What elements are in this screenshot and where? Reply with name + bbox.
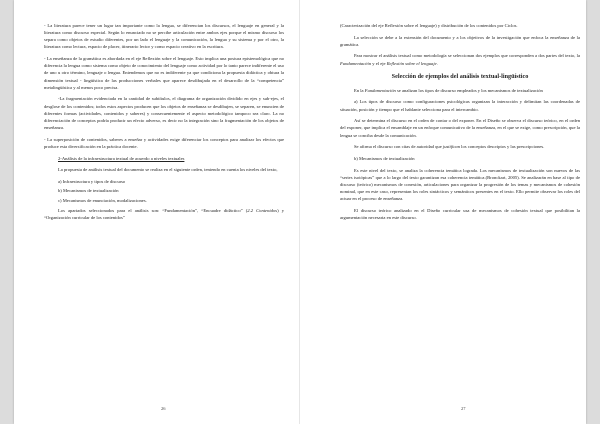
section-subtitle-text: 2-Análisis de la infraestructura textual de acuerdo a niveles textuales [58,155,185,161]
list-item: a) Infraestructura y tipos de discurso [58,178,126,184]
left-page [44,22,284,226]
paragraph [340,87,580,94]
text-run-italic: justifican [442,144,461,150]
page-gutter [299,0,300,424]
text-run: Para mostrar el análisis textual como metodología se seleccionan dos ejemplos que corresponden a dos partes del texto, la [354,53,580,59]
paragraph: Es este nivel del texto, se analiza la coherencia temática lograda. Los mecanismos de textualización son nuevos de las “series isotópicas” que a lo largo del texto garantizan esa coherencia temática.(Bronckart, 2005). Se analizarán en base al tipo de discurso (teórico) mecanismos de conexión, articulaciones para organizar la progresión de los temas y mecanismos de cohesión nominal, que en este caso, representan los roles sintácticos y semánticos presentes en el texto. Ello permite observar los roles del actuar en el proceso de enseñanza. [340,167,580,202]
text-run: se analizan los tipos de discurso empleados y los mecanismos de textualización [395,87,543,93]
paragraph: - La superposición de contenidos, saberes a enseñar y actividades exige diferenciar los conceptos para analizar los efectos que produce esta diversificación en la práctica docente. [44,136,284,149]
paragraph: -La fragmentación evidenciada en la cantidad de subtítulos, el diagrama de organización dividido en ejes y sub-ejes, el desglose de los contenidos; todos estos aspectos producen que los objetos de enseñanza se desdibujen, se separen, se enuncien de diferentes formas (actividades, contenidos y saberes) y consecuentemente el aspecto metodológico tampoco sea claro. La no diferenciación de conceptos podría producir un efecto adverso, es decir no la integración sino la fragmentación de los objetos de enseñanza. [44,96,284,131]
paragraph [340,52,580,66]
paragraph [44,207,284,221]
paragraph: - La enseñanza de la gramática es abordada en el eje Reflexión sobre el lenguaje. Esto implica una postura epistemológica que no diferencia la lengua como sistema como objeto de conocimiento del lenguaje como actividad por lo tanto parece indiferente el uso de uno u otro término, lenguaje o lengua. Entendemos que no es indiferente ya que condiciona la propuesta didáctica y obtura la dimensión textual - lingüística de las producciones verbales que aparece desdibujada en el desarrollo de la “competencia” metalingüística y al menos poco precisa. [44,56,284,90]
paragraph: a) Los tipos de discurso como configuraciones psicológicas organizan la interacción y delimitan las coordenadas de situación, posición y tiempo que el hablante selecciona para el intercambio. [340,99,580,112]
text-run: los conceptos descriptos y las prescripciones. [460,144,545,150]
right-page [340,22,580,226]
page-number: 26 [161,406,166,411]
paragraph [340,143,580,150]
paragraph: El discurso teórico analizado en el Diseño curricular usa de mecanismos de cohesión textual que posibilitan la argumentación necesaria en este discurso. [340,207,580,220]
section-heading: Selección de ejemplos del análisis textual-lingüístico [391,72,529,80]
text-run-italic: 2.2 Contenidos [247,207,278,213]
paragraph: La selección se debe a la extensión del documento y a los objetivos de la investigación que enfoca la enseñanza de la gramática. [340,34,580,47]
text-run: y el eje [371,60,387,66]
text-run: Los apartados seleccionados para el análisis son: “Fundamentación”, “Encuadre didáctico” ( [58,207,248,213]
text-run-italic: Fundamentación [364,87,396,93]
list-item: c) Mecanismos de enunciación, modalizaciones. [58,198,147,204]
page-number: 27 [461,406,466,411]
paragraph: Así se determina el discurso en el orden de contar o del exponer. En el Diseño se observa el discurso teórico, en el orden del exponer, que implica el ensamblaje en un enfoque comunicativo de la enseñanza, en el que se exige, como prescripción, que la lengua se conciba desde la comunicación. [340,118,580,138]
list-item: b) Mecanismos de textualización [354,155,415,161]
list-item: b) Mecanismos de textualización [58,188,119,194]
document-spread [14,0,586,424]
paragraph: - La literatura parece tener un lugar tan importante como la lengua, se diferencian los discursos, el lenguaje en general y la literatura como discurso especial. Según lo enunciado no se percibe articulación entre ambos ejes porque el mismo discurso los separa como objetos de estudio diferentes, por un lado el lenguaje y la comunicación, la lengua y su sistema y por el otro, la literatura como lectura, espacio de placer, itinerario lector y como espacio creativo en la escritura. [44,23,284,50]
text-run: Se afirma el discurso con citas de autoridad que [354,144,443,150]
paragraph: (Caracterización del eje Reflexión sobre el lenguaje) y distribución de los contenidos por Ciclos. [340,23,518,28]
text-run-italic: Fundamentación [340,60,372,66]
section-subtitle [44,155,284,162]
text-run: En la [354,87,365,93]
text-run: . [436,60,438,66]
text-run-italic: Reflexión sobre el lenguaje [386,60,437,66]
text-run: ) y “Organización curricular de los contenidos” [44,207,284,220]
paragraph: La propuesta de análisis textual del documento se realiza en el siguiente orden, teniendo en cuenta los niveles del texto, [58,167,278,173]
